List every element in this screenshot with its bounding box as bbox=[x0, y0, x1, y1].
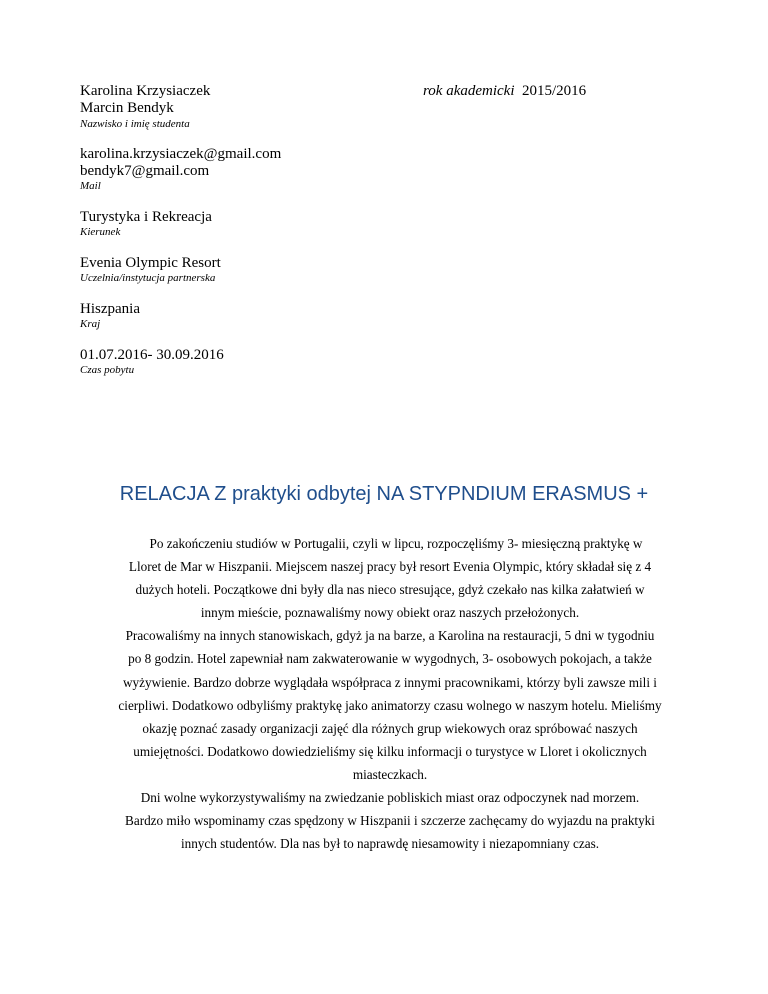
report-title: RELACJA Z praktyki odbytej NA STYPNDIUM ERASMUS + bbox=[119, 483, 649, 505]
country-caption: Kraj bbox=[80, 318, 101, 330]
stay-period-caption: Czas pobytu bbox=[80, 364, 135, 376]
report-line: okazję poznać zasady organizacji zajęć dla różnych grup wiekowych oraz spróbować naszych bbox=[142, 720, 638, 736]
partner-institution: Evenia Olympic Resort bbox=[80, 255, 221, 271]
email-caption: Mail bbox=[80, 180, 101, 192]
partner-institution-caption: Uczelnia/instytucja partnerska bbox=[80, 272, 216, 284]
report-line: miasteczkach. bbox=[352, 766, 428, 782]
student-name-1: Karolina Krzysiaczek bbox=[80, 83, 211, 99]
email-2: bendyk7@gmail.com bbox=[80, 163, 210, 179]
field-of-study-caption: Kierunek bbox=[80, 226, 121, 238]
student-name-caption: Nazwisko i imię studenta bbox=[80, 118, 190, 130]
academic-year-label: rok akademicki bbox=[423, 83, 515, 99]
student-name-2: Marcin Bendyk bbox=[80, 100, 174, 116]
report-line: Pracowaliśmy na innych stanowiskach, gdyż ja na barze, a Karolina na restauracji, 5 dni w tygodniu bbox=[125, 628, 655, 644]
report-line: Bardzo miło wspominamy czas spędzony w Hiszpanii i szczerze zachęcamy do wyjazdu na praktyki bbox=[125, 813, 655, 829]
report-line: dużych hoteli. Początkowe dni były dla nas nieco stresujące, gdyż czekało nas kilka załatwień w bbox=[135, 582, 645, 598]
report-line: Lloret de Mar w Hiszpanii. Miejscem naszej pracy był resort Evenia Olympic, który składał się z 4 bbox=[128, 559, 652, 575]
report-body bbox=[80, 532, 700, 855]
academic-year bbox=[423, 83, 586, 100]
report-line: umiejętności. Dodatkowo dowiedzieliśmy się kilku informacji o turystyce w Lloret i okolicznych bbox=[133, 743, 647, 759]
report-line: innym mieście, poznawaliśmy nowy obiekt oraz naszych przełożonych. bbox=[200, 605, 580, 621]
report-line: innych studentów. Dla nas był to naprawdę niesamowity i niezapomniany czas. bbox=[180, 836, 600, 852]
report-line: cierpliwi. Dodatkowo odbyliśmy praktykę jako animatorzy czasu wolnego w naszym hotelu. Mieliśmy bbox=[118, 697, 662, 713]
report-line: wyżywienie. Bardzo dobrze wyglądała współpraca z innymi pracownikami, którzy byli zawsze mili i bbox=[123, 674, 657, 690]
report-line: Dni wolne wykorzystywaliśmy na zwiedzanie pobliskich miast oraz odpoczynek nad morzem. bbox=[140, 790, 640, 806]
academic-year-value: 2015/2016 bbox=[522, 83, 587, 99]
country: Hiszpania bbox=[80, 301, 140, 317]
email-1: karolina.krzysiaczek@gmail.com bbox=[80, 146, 282, 162]
stay-period: 01.07.2016- 30.09.2016 bbox=[80, 347, 224, 363]
report-line: Po zakończeniu studiów w Portugalii, czyli w lipcu, rozpoczęliśmy 3- miesięczną praktykę w bbox=[149, 536, 643, 551]
field-of-study: Turystyka i Rekreacja bbox=[80, 209, 212, 225]
report-line: po 8 godzin. Hotel zapewniał nam zakwaterowanie w wygodnych, 3- osobowych pokojach, a także bbox=[128, 651, 652, 667]
